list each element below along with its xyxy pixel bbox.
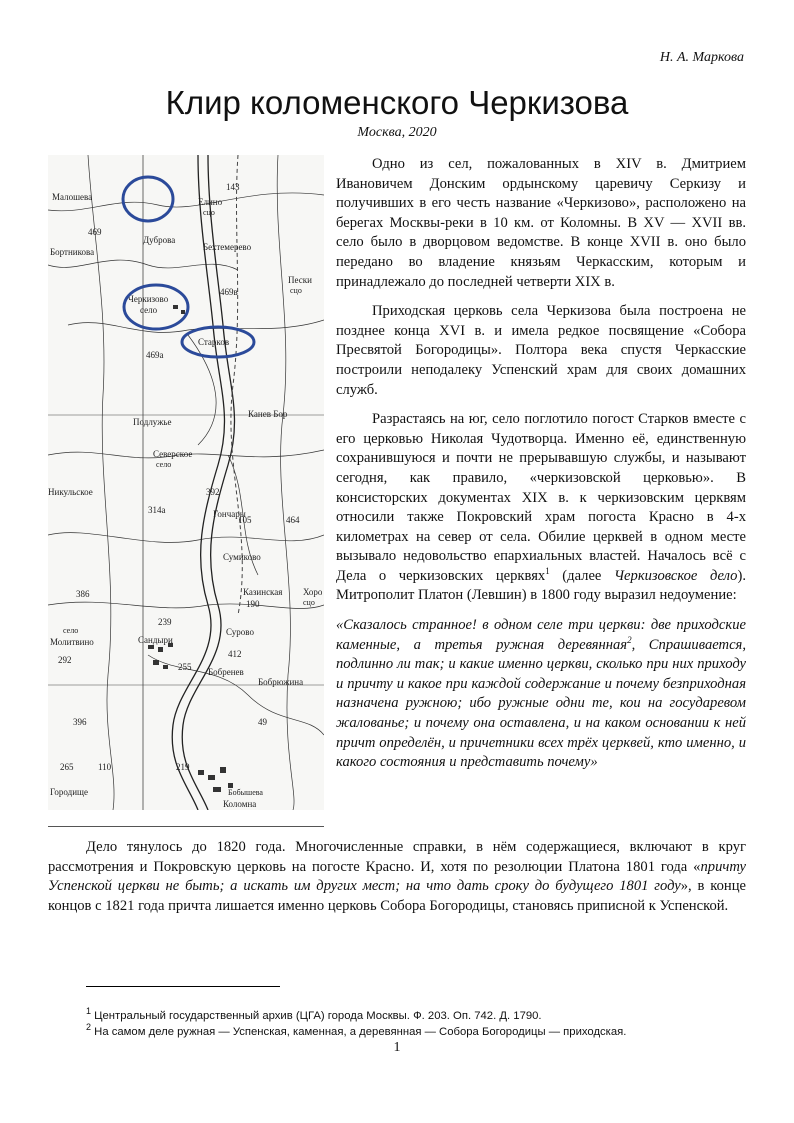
map-label: 469 bbox=[88, 227, 102, 237]
footnotes bbox=[86, 1008, 746, 1040]
map-label: сцо bbox=[203, 208, 215, 217]
footnote-number: 1 bbox=[86, 1006, 92, 1017]
map-label: 49 bbox=[258, 717, 267, 727]
text-run: Дело тянулось до 1820 года. Многочисленные справки, в нём содержащиеся, включают в круг рассмотрения и Покровскую церковь на погосте Красно. И, хотя по резолюции Платона 1801 года « bbox=[48, 839, 746, 875]
map-label: Казинская bbox=[243, 587, 283, 597]
map-label: Канев Бор bbox=[248, 409, 288, 419]
text-run: (далее bbox=[549, 567, 614, 584]
map-label: 314а bbox=[148, 505, 166, 515]
map-label: 396 bbox=[73, 717, 87, 727]
map-label: 239 bbox=[158, 617, 172, 627]
map-label: Бортникова bbox=[50, 247, 95, 257]
text-run: «Сказалось странное! в одном селе три церкви: две приходские каменные, а третья ружная деревянная bbox=[336, 617, 746, 653]
map-label: Сандыри bbox=[138, 635, 173, 645]
main-text-column bbox=[336, 155, 746, 783]
map-label: 105 bbox=[238, 515, 252, 525]
map-label: Сумиково bbox=[223, 552, 261, 562]
map-label: Гончары bbox=[213, 509, 246, 519]
text-run: », в конце концов с 1821 года причта лишается именно церковь Собора Богородицы, становясь приписной к Успенской. bbox=[48, 878, 746, 914]
italic-run: причту Успенской церкви не быть; а искать им других мест; на что дать сроку до будущего 1801 году bbox=[48, 858, 746, 895]
footnote-ref[interactable]: 1 bbox=[545, 566, 550, 577]
map-label: Бобрюжина bbox=[258, 677, 304, 687]
footnote-text: Центральный государственный архив (ЦГА) города Москвы. Ф. 203. Оп. 742. Д. 1790. bbox=[94, 1010, 542, 1022]
text-run: , Спрашивается, подлинно ли так; и какие именно церкви, сколько при них приходу и причту и какое при каждой содержание и почему безприходная назначена ружною; ибо ружные одни те, кои на государевом жалованье; и почему она оставлена, и на каком основании к ней причт определён, и причетники всех трёх церквей, кто именно, и какого состояния и представить почему» bbox=[336, 636, 746, 771]
map-label: Малошева bbox=[52, 192, 93, 202]
page-title: Клир коломенского Черкизова bbox=[165, 84, 629, 121]
map-label: Бобренев bbox=[208, 667, 244, 677]
map-label: Старков bbox=[198, 337, 230, 347]
paragraph: Одно из сел, пожалованных в XIV в. Дмитрием Ивановичем Донским ордынскому царевичу Серкизу и получивших в его честь название «Черкизово», расположено на берегах Москвы-реки в 10 км. от Коломны. В XV — XVII вв. село было в дворцовом ведомстве. В конце XVII в. оно было передано во владение князьям Черкасским, которым и принадлежало до последней четверти XIX в. bbox=[336, 156, 746, 290]
map-label: Северское bbox=[153, 449, 193, 459]
text-run: ). Митрополит Платон (Левшин) в 1800 году выразил недоумение: bbox=[336, 567, 746, 604]
block-quote bbox=[336, 616, 746, 773]
map-label: 392 bbox=[206, 487, 220, 497]
map-label: Никульское bbox=[48, 487, 93, 497]
map-label: Подлужье bbox=[133, 417, 172, 427]
paragraph-full-width bbox=[48, 838, 746, 916]
footnote-ref[interactable]: 2 bbox=[627, 634, 632, 645]
map-label: Молитвино bbox=[50, 637, 94, 647]
map-divider bbox=[48, 826, 324, 827]
map-label: Бобышева bbox=[228, 788, 263, 797]
author-name: Н. А. Маркова bbox=[659, 50, 744, 65]
footnote-number: 2 bbox=[86, 1022, 92, 1033]
page-number: 1 bbox=[393, 1040, 401, 1055]
map-label: сцо bbox=[303, 598, 315, 607]
paragraph: Приходская церковь села Черкизова была построена не позднее конца XVI в. и имела редкое посвящение «Собора Пресвятой Богородицы». Полтора века спустя Черкасские построили неподалеку Успенский храм для своих домашних служб. bbox=[336, 303, 746, 398]
historical-map bbox=[48, 155, 324, 810]
place-date: Москва, 2020 bbox=[357, 125, 437, 140]
map-label: 386 bbox=[76, 589, 90, 599]
italic-run: Черкизовское дело bbox=[613, 567, 738, 584]
map-label: 219 bbox=[176, 762, 190, 772]
map-label: 265 bbox=[60, 762, 74, 772]
map-label: 469а bbox=[146, 350, 164, 360]
map-label: 469в bbox=[220, 287, 238, 297]
map-label: 255 bbox=[178, 662, 192, 672]
map-label: 190 bbox=[246, 599, 260, 609]
map-label: Коломна bbox=[223, 799, 257, 809]
footnote-text: На самом деле ружная — Успенская, каменная, а деревянная — Собора Богородицы — приходская. bbox=[94, 1026, 627, 1038]
map-label: Елино bbox=[198, 197, 223, 207]
map-label: село bbox=[140, 305, 158, 315]
map-label: Городище bbox=[50, 787, 88, 797]
map-label: Хоро bbox=[303, 587, 323, 597]
map-label: Дуброва bbox=[143, 235, 176, 245]
map-label: 143 bbox=[226, 182, 240, 192]
map-label: 292 bbox=[58, 655, 72, 665]
map-label: Пески bbox=[288, 275, 312, 285]
text-run: Разрастаясь на юг, село поглотило погост Старков вместе с его церковью Николая Чудотворца. Именно её, единственную сохранившуюся и почти не прерывавшую службы, и называют сегодня, как правило, «черкизовской церковью». В консисторских документах XIX в. к черкизовским церквям относили также Покровский храм погоста Красно в 4-х километрах на север от села. Обилие церквей в одном месте вызывало недовольство епархиальных властей. Началось всё с Дела о черкизовских церквях bbox=[336, 411, 746, 584]
map-label: 464 bbox=[286, 515, 300, 525]
footnote bbox=[86, 1008, 746, 1024]
map-label: сцо bbox=[290, 286, 302, 295]
map-label: село bbox=[63, 626, 79, 635]
map-label: Черкизово bbox=[128, 294, 169, 304]
footnote-separator bbox=[86, 986, 280, 987]
map-label: 412 bbox=[228, 649, 242, 659]
map-label: Бехтемерево bbox=[203, 242, 252, 252]
footnote bbox=[86, 1024, 746, 1040]
map-label: Сурово bbox=[226, 627, 254, 637]
map-label: 110 bbox=[98, 762, 112, 772]
map-label: село bbox=[156, 460, 172, 469]
paragraph bbox=[336, 410, 746, 606]
